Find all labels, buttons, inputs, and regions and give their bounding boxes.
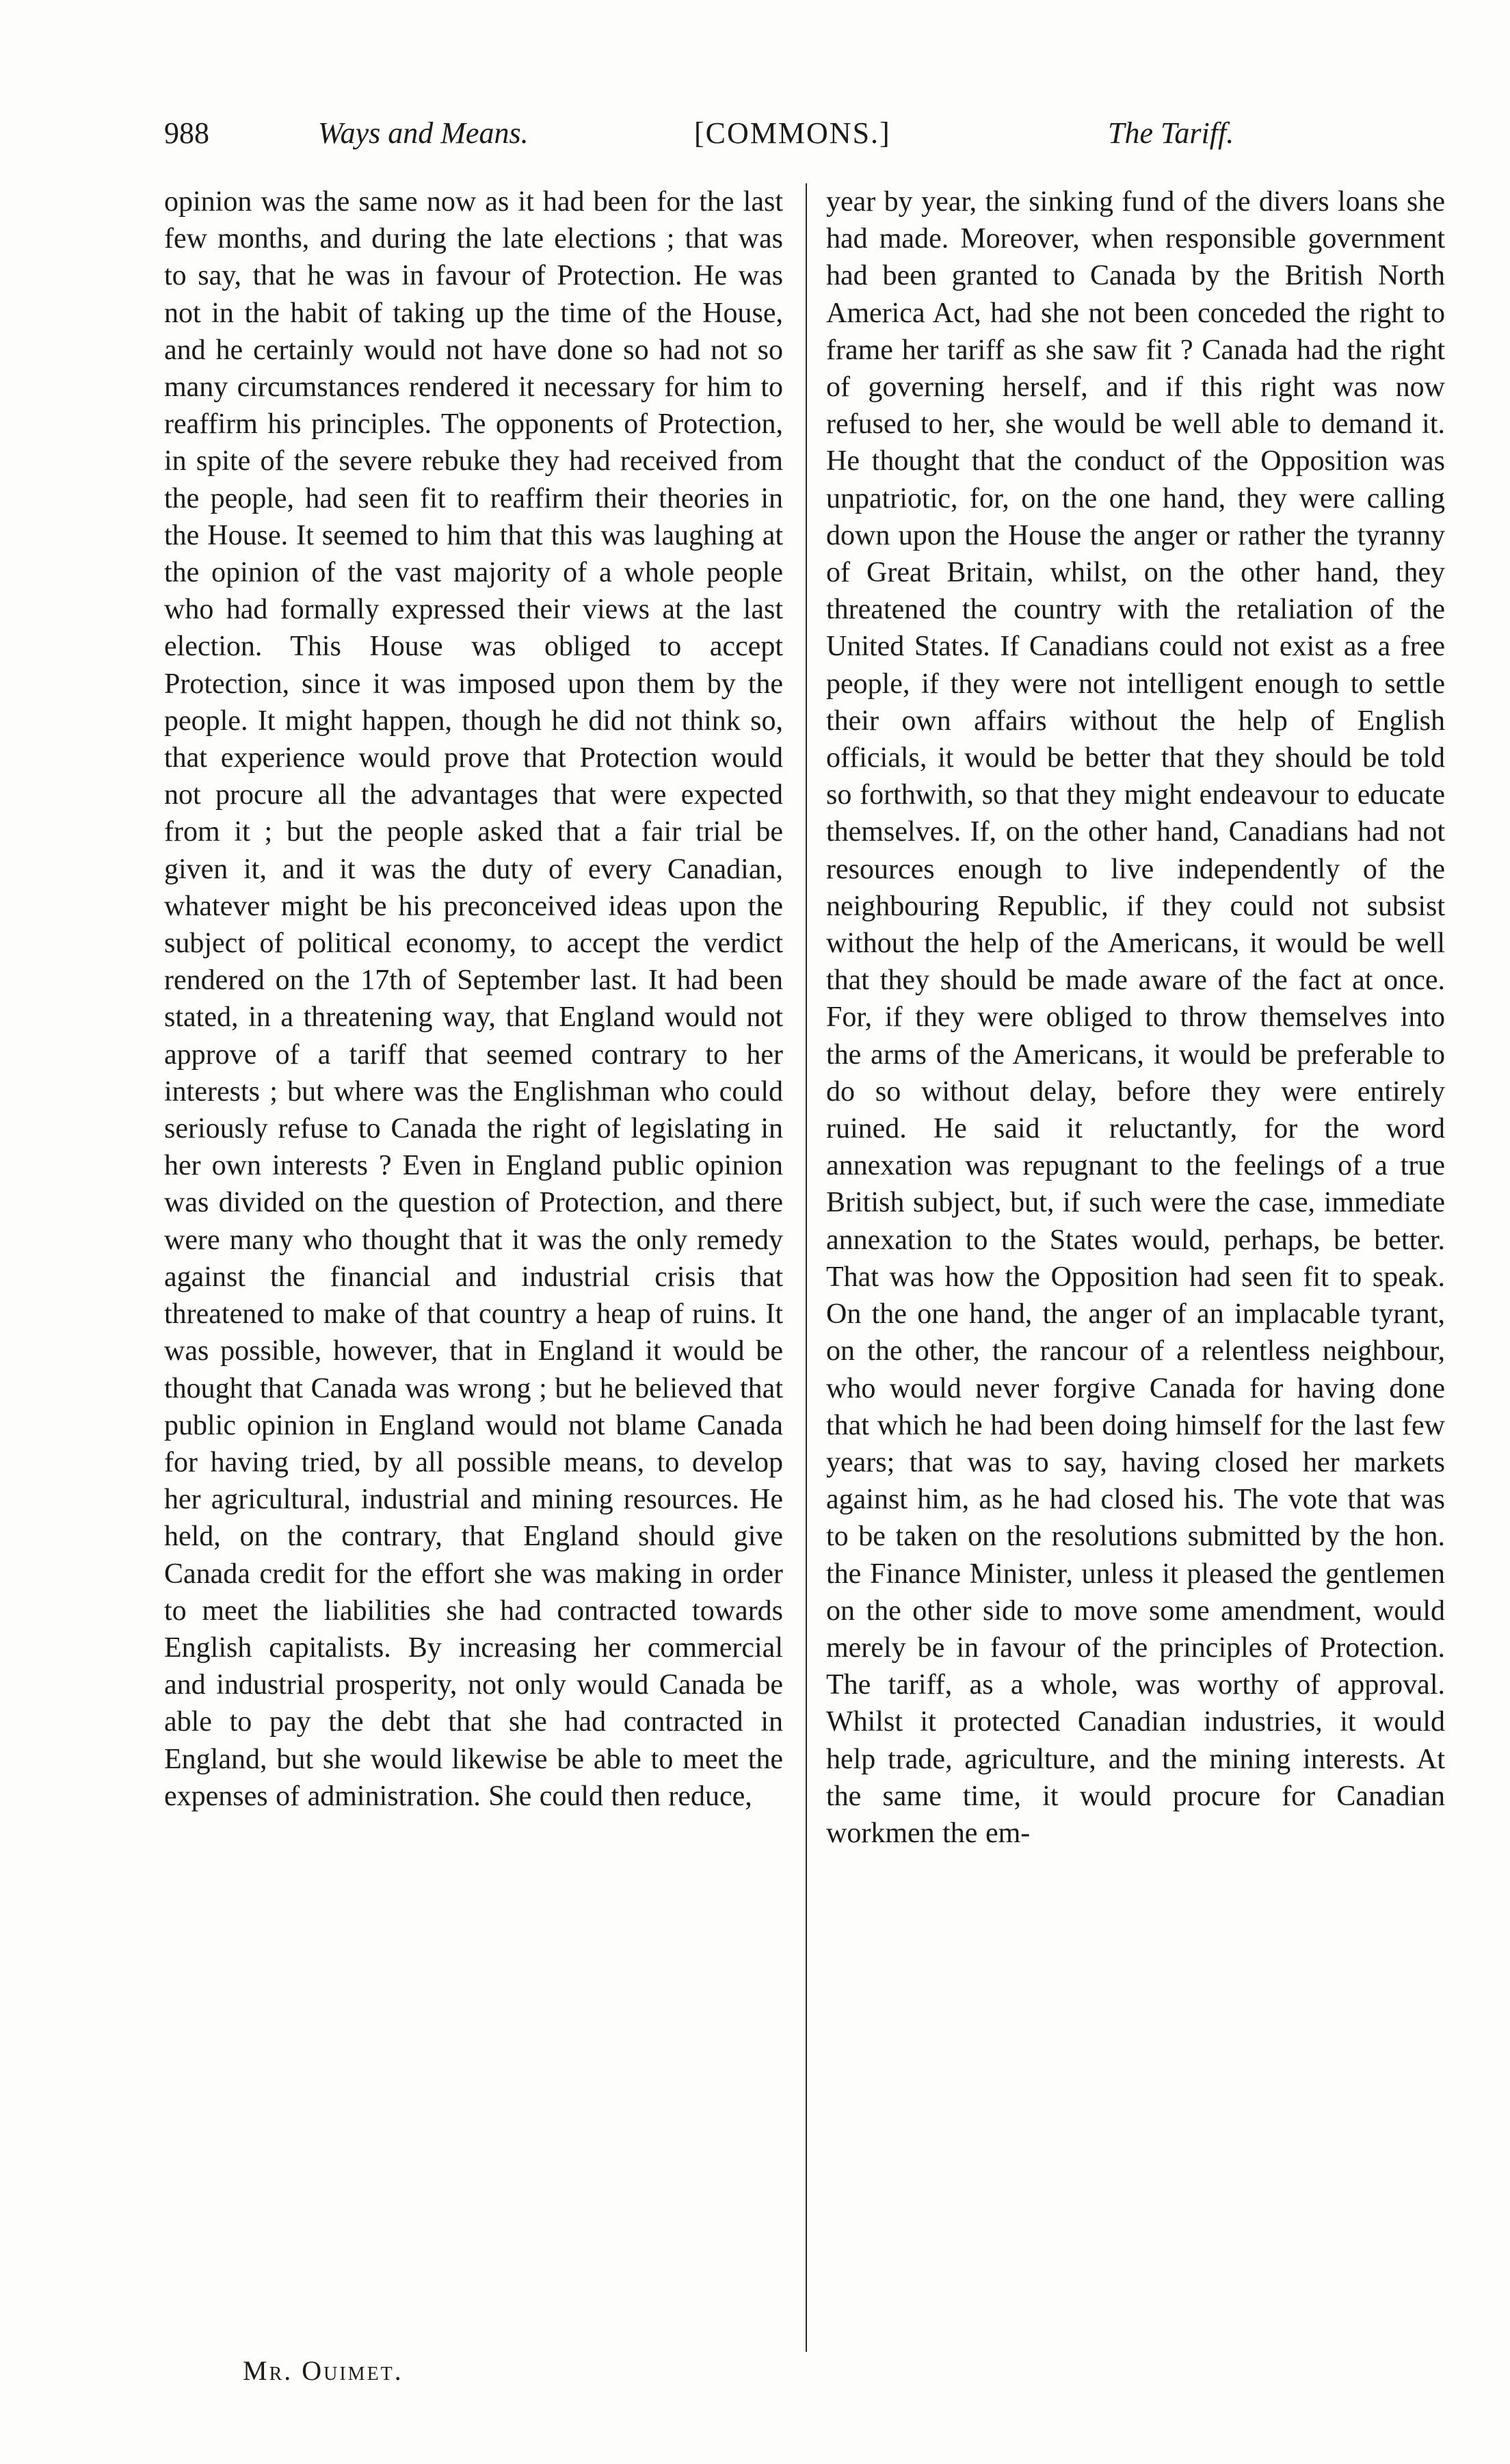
left-column [164, 183, 783, 1815]
column-divider [806, 183, 807, 2352]
right-column-text: year by year, the sinking fund of the divers loans she had made. Moreover, when responsible government had been granted to Canada by the British North America Act, had she not been conceded the right to frame her tariff as she saw fit ? Canada had the right of governing herself, and if this right was now refused to her, she would be well able to demand it. He thought that the conduct of the Opposition was unpatriotic, for, on the one hand, they were calling down upon the House the anger or rather the tyranny of Great Britain, whilst, on the other hand, they threatened the country with the retaliation of the United States. If Canadians could not exist as a free people, if they were not intelligent enough to settle their own affairs without the help of English officials, it would be better that they should be told so forthwith, so that they might endeavour to educate themselves. If, on the other hand, Canadians had not resources enough to live independently of the neighbouring Republic, if they could not subsist without the help of the Americans, it would be well that they should be made aware of the fact at once. For, if they were obliged to throw themselves into the arms of the Americans, it would be preferable to do so without delay, before they were entirely ruined. He said it reluctantly, for the word annexation was repugnant to the feelings of a true British subject, but, if such were the case, immediate annexation to the States would, perhaps, be better. That was how the Opposition had seen fit to speak. On the one hand, the anger of an implacable tyrant, on the other, the rancour of a relentless neighbour, who would never forgive Canada for having done that which he had been doing himself for the last few years; that was to say, having closed her markets against him, as he had closed his. The vote that was to be taken on the resolutions submitted by the hon. the Finance Minister, unless it pleased the gentlemen on the other side to move some amendment, would merely be in favour of the principles of Protection. The tariff, as a whole, was worthy of approval. Whilst it protected Canadian industries, it would help trade, agriculture, and the mining interests. At the same time, it would procure for Canadian workmen the em- [826, 186, 1445, 1849]
running-head-right: The Tariff. [1108, 116, 1234, 150]
speaker-footer: Mr. Ouimet. [243, 2355, 403, 2386]
page-number: 988 [164, 116, 209, 150]
running-head-left: Ways and Means. [318, 116, 529, 150]
running-head-center: [COMMONS.] [694, 116, 891, 150]
left-column-text: opinion was the same now as it had been for the last few months, and during the late elections ; that was to say, that he was in favour of Protection. He was not in the habit of taking up the time of the House, and he certainly would not have done so had not so many circumstances rendered it necessary for him to reaffirm his principles. The opponents of Protection, in spite of the severe rebuke they had received from the people, had seen fit to reaffirm their theories in the House. It seemed to him that this was laughing at the opinion of the vast majority of a whole people who had formally expressed their views at the last election. This House was obliged to accept Protection, since it was imposed upon them by the people. It might happen, though he did not think so, that experience would prove that Protection would not procure all the advantages that were expected from it ; but the people asked that a fair trial be given it, and it was the duty of every Canadian, whatever might be his preconceived ideas upon the subject of political economy, to accept the verdict rendered on the 17th of September last. It had been stated, in a threatening way, that England would not approve of a tariff that seemed contrary to her interests ; but where was the Englishman who could seriously refuse to Canada the right of legislating in her own interests ? Even in England public opinion was divided on the question of Protection, and there were many who thought that it was the only remedy against the financial and industrial crisis that threatened to make of that country a heap of ruins. It was possible, however, that in England it would be thought that Canada was wrong ; but he believed that public opinion in England would not blame Canada for having tried, by all possible means, to develop her agricultural, industrial and mining resources. He held, on the contrary, that England should give Canada credit for the effort she was making in order to meet the liabilities she had contracted towards English capitalists. By increasing her commercial and industrial prosperity, not only would Canada be able to pay the debt that she had contracted in England, but she would likewise be able to meet the expenses of administration. She could then reduce, [164, 186, 783, 1812]
right-column [826, 183, 1445, 1852]
page-header [164, 109, 1436, 157]
